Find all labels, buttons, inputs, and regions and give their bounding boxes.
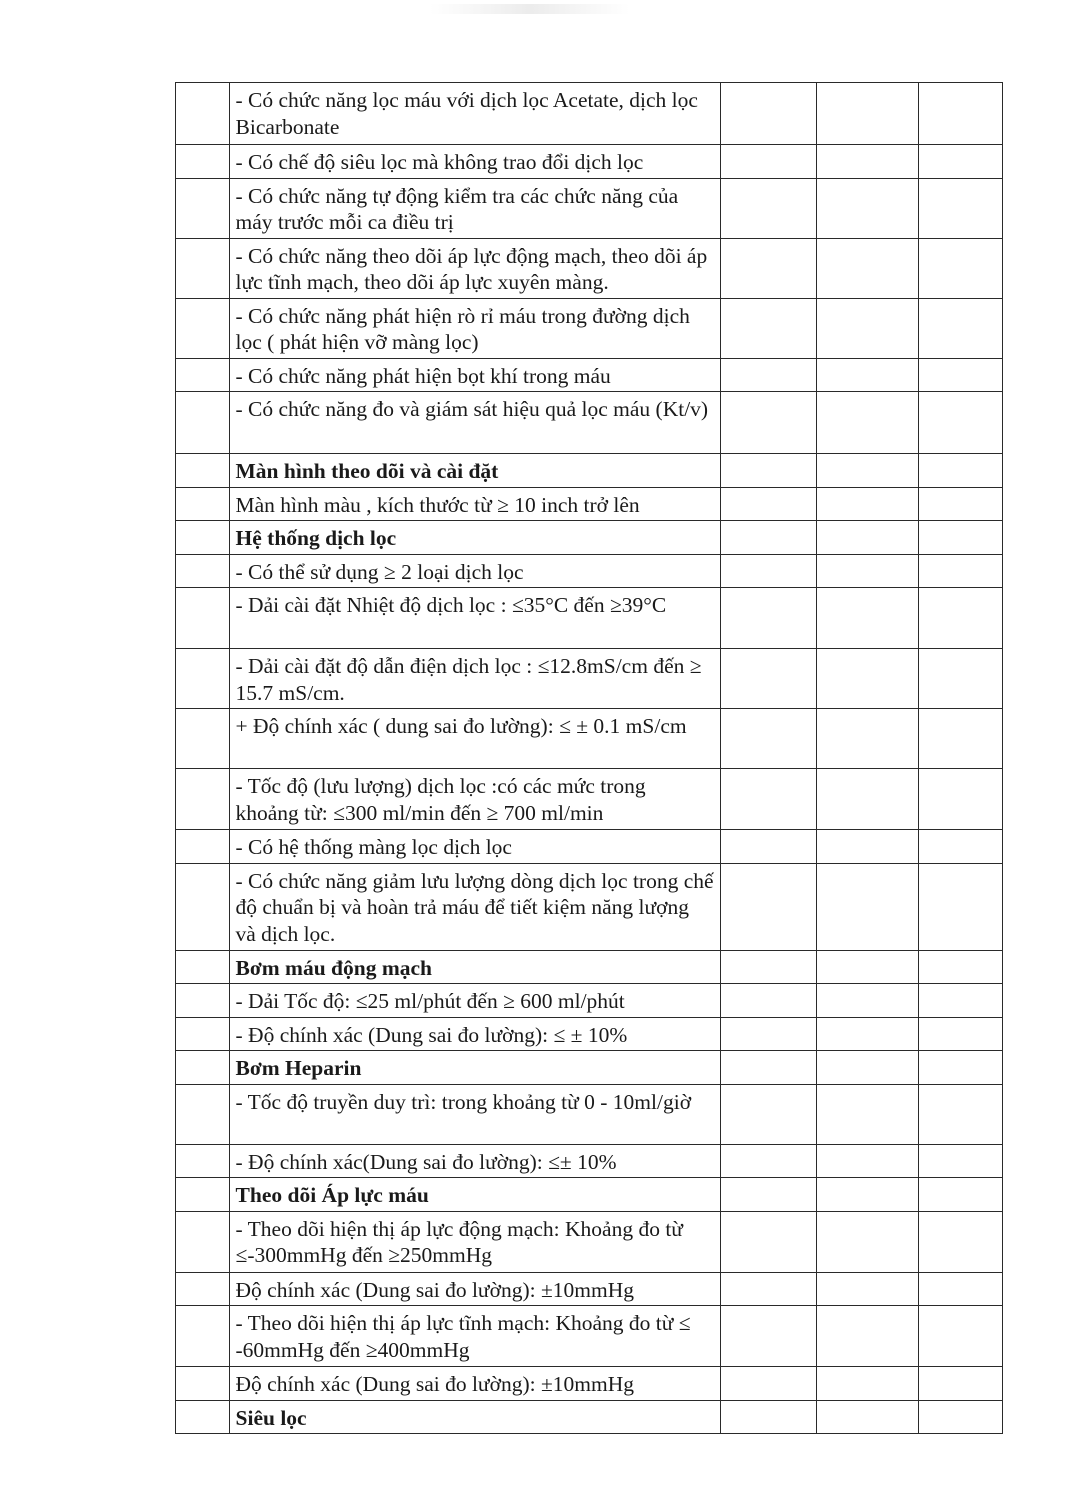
spec-row xyxy=(176,1306,1003,1367)
requirement-text: - Có chức năng phát hiện bọt khí trong máu xyxy=(235,363,611,388)
section-heading-row xyxy=(176,1400,1003,1434)
blank-cell xyxy=(721,1051,817,1085)
blank-cell xyxy=(919,298,1003,358)
blank-cell xyxy=(817,649,919,709)
requirement-text: - Tốc độ truyền duy trì: trong khoảng từ 0 - 10ml/giờ xyxy=(235,1089,692,1114)
blank-cell xyxy=(919,1178,1003,1212)
section-heading-row xyxy=(176,521,1003,555)
index-cell xyxy=(176,863,230,950)
blank-cell xyxy=(721,358,817,392)
index-cell xyxy=(176,769,230,830)
blank-cell xyxy=(817,709,919,769)
requirement-cell xyxy=(229,145,721,179)
section-heading-cell xyxy=(229,1178,721,1212)
requirement-cell xyxy=(229,769,721,830)
requirement-text: - Có chức năng tự động kiểm tra các chức năng của máy trước mỗi ca điều trị xyxy=(235,183,679,234)
blank-cell xyxy=(919,145,1003,179)
requirement-text: - Theo dõi hiện thị áp lực tĩnh mạch: Khoảng đo từ ≤ -60mmHg đến ≥400mmHg xyxy=(235,1311,691,1362)
index-cell xyxy=(176,830,230,864)
requirement-cell xyxy=(229,984,721,1018)
blank-cell xyxy=(919,1017,1003,1051)
index-cell xyxy=(176,298,230,358)
blank-cell xyxy=(721,1306,817,1367)
blank-cell xyxy=(817,1178,919,1212)
requirement-cell xyxy=(229,588,721,649)
spec-row xyxy=(176,649,1003,709)
requirement-cell xyxy=(229,1144,721,1178)
section-heading-cell xyxy=(229,521,721,555)
requirement-cell xyxy=(229,178,721,238)
blank-cell xyxy=(919,830,1003,864)
blank-cell xyxy=(721,454,817,488)
blank-cell xyxy=(721,392,817,454)
blank-cell xyxy=(721,521,817,555)
index-cell xyxy=(176,1272,230,1306)
blank-cell xyxy=(817,1051,919,1085)
section-heading-cell xyxy=(229,1400,721,1434)
blank-cell xyxy=(721,588,817,649)
requirement-text: - Theo dõi hiện thị áp lực động mạch: Khoảng đo từ ≤-300mmHg đến ≥250mmHg xyxy=(235,1216,683,1267)
blank-cell xyxy=(919,863,1003,950)
requirement-text: - Có chức năng lọc máu với dịch lọc Acetate, dịch lọc Bicarbonate xyxy=(235,88,698,139)
index-cell xyxy=(176,178,230,238)
scan-artifact xyxy=(430,4,630,14)
index-cell xyxy=(176,1017,230,1051)
blank-cell xyxy=(919,454,1003,488)
blank-cell xyxy=(817,1084,919,1144)
spec-row xyxy=(176,830,1003,864)
section-heading-text: Bơm Heparin xyxy=(235,1056,362,1080)
blank-cell xyxy=(817,1017,919,1051)
spec-row xyxy=(176,298,1003,358)
blank-cell xyxy=(919,984,1003,1018)
requirement-text: - Có thể sử dụng ≥ 2 loại dịch lọc xyxy=(235,559,524,584)
spec-row xyxy=(176,554,1003,588)
blank-cell xyxy=(721,1400,817,1434)
blank-cell xyxy=(721,830,817,864)
blank-cell xyxy=(721,145,817,179)
blank-cell xyxy=(721,1178,817,1212)
index-cell xyxy=(176,1051,230,1085)
blank-cell xyxy=(919,1400,1003,1434)
requirement-cell xyxy=(229,554,721,588)
spec-row xyxy=(176,1017,1003,1051)
blank-cell xyxy=(817,769,919,830)
requirement-cell xyxy=(229,1367,721,1401)
spec-row xyxy=(176,1211,1003,1272)
blank-cell xyxy=(721,83,817,145)
blank-cell xyxy=(817,1272,919,1306)
blank-cell xyxy=(721,709,817,769)
blank-cell xyxy=(817,1211,919,1272)
blank-cell xyxy=(817,487,919,521)
index-cell xyxy=(176,1144,230,1178)
requirement-text: - Dải cài đặt độ dẫn điện dịch lọc : ≤12.8mS/cm đến ≥ 15.7 mS/cm. xyxy=(235,654,702,705)
blank-cell xyxy=(721,1272,817,1306)
index-cell xyxy=(176,1084,230,1144)
blank-cell xyxy=(817,1367,919,1401)
blank-cell xyxy=(817,178,919,238)
blank-cell xyxy=(721,1367,817,1401)
requirement-text: Độ chính xác (Dung sai đo lường): ±10mmHg xyxy=(235,1372,634,1396)
blank-cell xyxy=(817,358,919,392)
index-cell xyxy=(176,83,230,145)
spec-row xyxy=(176,358,1003,392)
specification-table-body xyxy=(176,83,1003,1434)
index-cell xyxy=(176,454,230,488)
requirement-cell xyxy=(229,83,721,145)
section-heading-cell xyxy=(229,454,721,488)
blank-cell xyxy=(721,1017,817,1051)
blank-cell xyxy=(919,178,1003,238)
requirement-cell xyxy=(229,1084,721,1144)
spec-row xyxy=(176,83,1003,145)
blank-cell xyxy=(817,454,919,488)
spec-row xyxy=(176,1144,1003,1178)
section-heading-row xyxy=(176,950,1003,984)
blank-cell xyxy=(919,769,1003,830)
requirement-cell xyxy=(229,487,721,521)
requirement-cell xyxy=(229,863,721,950)
index-cell xyxy=(176,487,230,521)
spec-row xyxy=(176,1084,1003,1144)
requirement-text: - Có chức năng theo dõi áp lực động mạch, theo dõi áp lực tĩnh mạch, theo dõi áp lực xuyên màng. xyxy=(235,243,708,294)
spec-row xyxy=(176,1272,1003,1306)
blank-cell xyxy=(721,1211,817,1272)
section-heading-text: Theo dõi Áp lực máu xyxy=(235,1183,429,1207)
blank-cell xyxy=(721,1144,817,1178)
blank-cell xyxy=(721,950,817,984)
spec-row xyxy=(176,145,1003,179)
requirement-text: Độ chính xác (Dung sai đo lường): ±10mmHg xyxy=(235,1277,634,1302)
section-heading-text: Siêu lọc xyxy=(235,1405,307,1430)
blank-cell xyxy=(721,1084,817,1144)
index-cell xyxy=(176,649,230,709)
blank-cell xyxy=(817,1306,919,1367)
requirement-cell xyxy=(229,1306,721,1367)
spec-row xyxy=(176,238,1003,298)
index-cell xyxy=(176,1211,230,1272)
index-cell xyxy=(176,1400,230,1434)
blank-cell xyxy=(919,1367,1003,1401)
spec-row xyxy=(176,984,1003,1018)
spec-row xyxy=(176,487,1003,521)
blank-cell xyxy=(919,588,1003,649)
blank-cell xyxy=(817,392,919,454)
requirement-text: - Độ chính xác (Dung sai đo lường): ≤ ± 10% xyxy=(235,1022,628,1047)
section-heading-row xyxy=(176,1051,1003,1085)
index-cell xyxy=(176,238,230,298)
index-cell xyxy=(176,554,230,588)
blank-cell xyxy=(817,588,919,649)
requirement-cell xyxy=(229,238,721,298)
index-cell xyxy=(176,145,230,179)
blank-cell xyxy=(721,984,817,1018)
blank-cell xyxy=(721,649,817,709)
blank-cell xyxy=(817,298,919,358)
requirement-text: - Có chức năng phát hiện rò rỉ máu trong đường dịch lọc ( phát hiện vỡ màng lọc) xyxy=(235,303,690,354)
blank-cell xyxy=(919,1144,1003,1178)
requirement-cell xyxy=(229,1211,721,1272)
spec-row xyxy=(176,392,1003,454)
blank-cell xyxy=(721,554,817,588)
blank-cell xyxy=(919,1084,1003,1144)
blank-cell xyxy=(919,649,1003,709)
requirement-cell xyxy=(229,1017,721,1051)
requirement-cell xyxy=(229,392,721,454)
blank-cell xyxy=(919,358,1003,392)
requirement-text: - Có chế độ siêu lọc mà không trao đổi dịch lọc xyxy=(235,150,644,174)
blank-cell xyxy=(721,238,817,298)
blank-cell xyxy=(721,487,817,521)
section-heading-cell xyxy=(229,1051,721,1085)
index-cell xyxy=(176,521,230,555)
blank-cell xyxy=(919,392,1003,454)
requirement-cell xyxy=(229,709,721,769)
index-cell xyxy=(176,358,230,392)
requirement-cell xyxy=(229,649,721,709)
index-cell xyxy=(176,1367,230,1401)
section-heading-text: Màn hình theo dõi và cài đặt xyxy=(235,459,499,483)
spec-row xyxy=(176,1367,1003,1401)
requirement-cell xyxy=(229,830,721,864)
blank-cell xyxy=(817,521,919,555)
index-cell xyxy=(176,709,230,769)
blank-cell xyxy=(919,83,1003,145)
blank-cell xyxy=(817,950,919,984)
blank-cell xyxy=(817,238,919,298)
index-cell xyxy=(176,950,230,984)
index-cell xyxy=(176,588,230,649)
blank-cell xyxy=(817,145,919,179)
requirement-text: - Có chức năng giảm lưu lượng dòng dịch lọc trong chế độ chuẩn bị và hoàn trả máu để tiết kiệm năng lượng và dịch lọc. xyxy=(235,868,714,946)
section-heading-cell xyxy=(229,950,721,984)
blank-cell xyxy=(919,1051,1003,1085)
blank-cell xyxy=(721,769,817,830)
requirement-cell xyxy=(229,358,721,392)
spec-row xyxy=(176,709,1003,769)
spec-row xyxy=(176,178,1003,238)
section-heading-text: Hệ thống dịch lọc xyxy=(235,526,397,550)
section-heading-text: Bơm máu động mạch xyxy=(235,955,432,980)
blank-cell xyxy=(919,238,1003,298)
blank-cell xyxy=(919,554,1003,588)
requirement-text: - Độ chính xác(Dung sai đo lường): ≤± 10% xyxy=(235,1149,617,1174)
blank-cell xyxy=(817,1400,919,1434)
blank-cell xyxy=(919,709,1003,769)
section-heading-row xyxy=(176,1178,1003,1212)
blank-cell xyxy=(919,521,1003,555)
requirement-text: Màn hình màu , kích thước từ ≥ 10 inch trở lên xyxy=(235,492,640,517)
blank-cell xyxy=(817,984,919,1018)
section-heading-row xyxy=(176,454,1003,488)
index-cell xyxy=(176,392,230,454)
index-cell xyxy=(176,1306,230,1367)
index-cell xyxy=(176,1178,230,1212)
blank-cell xyxy=(721,178,817,238)
requirement-text: - Tốc độ (lưu lượng) dịch lọc :có các mức trong khoảng từ: ≤300 ml/min đến ≥ 700 ml/min xyxy=(235,774,646,825)
blank-cell xyxy=(919,487,1003,521)
requirement-cell xyxy=(229,298,721,358)
blank-cell xyxy=(817,83,919,145)
blank-cell xyxy=(721,863,817,950)
index-cell xyxy=(176,984,230,1018)
spec-row xyxy=(176,588,1003,649)
blank-cell xyxy=(817,830,919,864)
blank-cell xyxy=(817,554,919,588)
blank-cell xyxy=(721,298,817,358)
requirement-text: - Dải cài đặt Nhiệt độ dịch lọc : ≤35°C đến ≥39°C xyxy=(235,593,667,617)
blank-cell xyxy=(919,1306,1003,1367)
requirement-cell xyxy=(229,1272,721,1306)
blank-cell xyxy=(817,1144,919,1178)
requirement-text: + Độ chính xác ( dung sai đo lường): ≤ ± 0.1 mS/cm xyxy=(235,714,687,738)
spec-row xyxy=(176,769,1003,830)
specification-table xyxy=(175,82,1003,1434)
requirement-text: - Dải Tốc độ: ≤25 ml/phút đến ≥ 600 ml/phút xyxy=(235,989,625,1013)
blank-cell xyxy=(919,950,1003,984)
spec-row xyxy=(176,863,1003,950)
requirement-text: - Có hệ thống màng lọc dịch lọc xyxy=(235,835,512,859)
blank-cell xyxy=(817,863,919,950)
requirement-text: - Có chức năng đo và giám sát hiệu quả lọc máu (Kt/v) xyxy=(235,397,709,421)
blank-cell xyxy=(919,1211,1003,1272)
blank-cell xyxy=(919,1272,1003,1306)
